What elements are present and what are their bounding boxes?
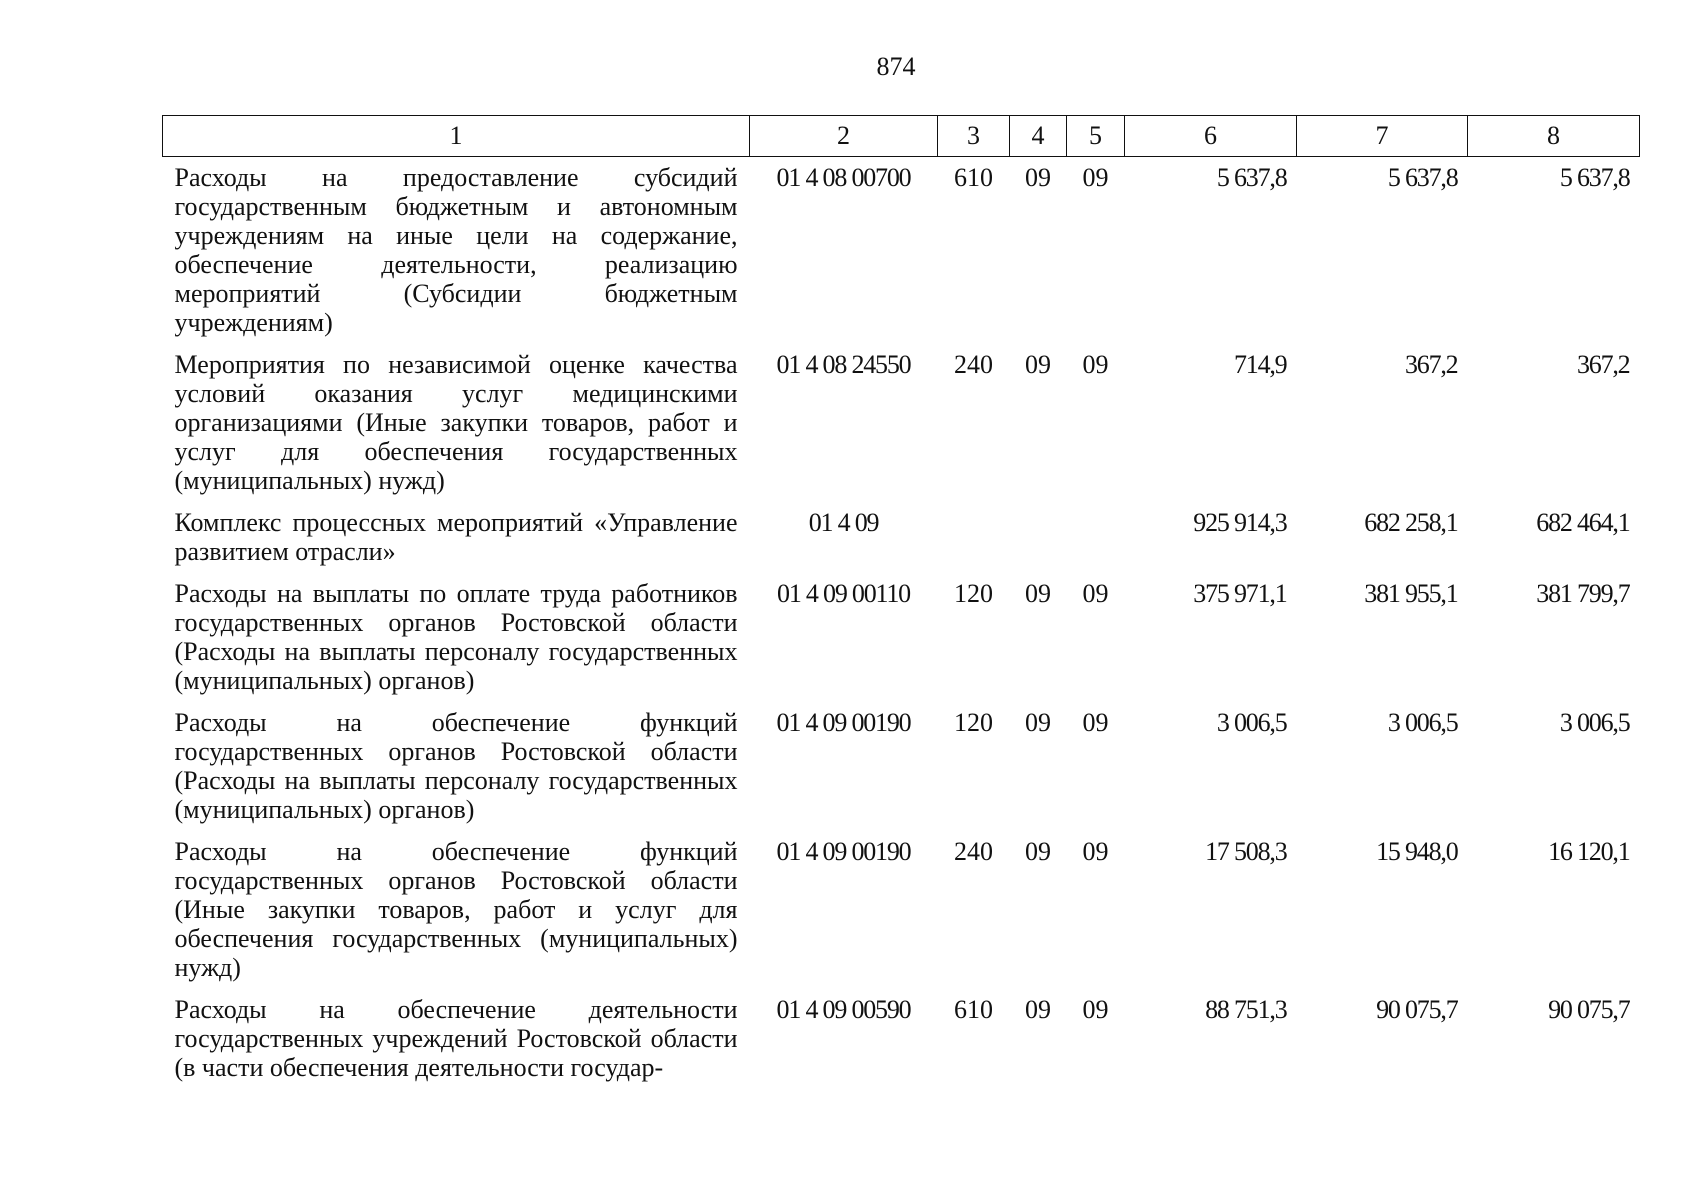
table-row	[163, 989, 1640, 1089]
column-header: 4	[1010, 116, 1067, 157]
amount-col-7: 682 258,1	[1364, 508, 1458, 537]
table-row	[163, 702, 1640, 831]
expense-description: Мероприятия по независимой оценке качества условий оказания услуг медицинскими организациями (Иные закупки товаров, работ и услуг для обеспечения государственных (муниципальных) нужд)	[174, 350, 738, 495]
amount-col-7: 90 075,7	[1376, 995, 1458, 1024]
target-article-code: 01 4 09 00190	[776, 837, 911, 866]
section-code: 09	[1025, 579, 1051, 608]
section-code	[1010, 502, 1067, 573]
target-article-code: 01 4 08 00700	[776, 163, 911, 192]
amount-col-6: 5 637,8	[1216, 163, 1287, 192]
target-article-code: 01 4 09	[808, 508, 879, 537]
amount-col-6: 88 751,3	[1205, 995, 1287, 1024]
subsection-code: 09	[1082, 579, 1109, 608]
header-row	[163, 116, 1640, 157]
expense-type-code: 120	[954, 708, 993, 737]
amount-col-8: 381 799,7	[1536, 579, 1630, 608]
section-code: 09	[1025, 708, 1051, 737]
subsection-code: 09	[1082, 708, 1109, 737]
target-article-code: 01 4 09 00110	[777, 579, 910, 608]
amount-col-6: 714,9	[1233, 350, 1287, 379]
column-header: 8	[1468, 116, 1640, 157]
column-header: 5	[1067, 116, 1125, 157]
section-code: 09	[1025, 995, 1051, 1024]
table-row	[163, 502, 1640, 573]
amount-col-6: 375 971,1	[1193, 579, 1287, 608]
expense-description: Расходы на обеспечение функций государственных органов Ростовской области (Иные закупки товаров, работ и услуг для обеспечения государственных (муниципальных) нужд)	[174, 837, 738, 982]
amount-col-8: 5 637,8	[1559, 163, 1630, 192]
expense-type-code: 240	[954, 350, 993, 379]
expense-type-code	[938, 502, 1010, 573]
table-row	[163, 344, 1640, 502]
target-article-code: 01 4 09 00590	[776, 995, 911, 1024]
subsection-code: 09	[1082, 837, 1109, 866]
expense-description: Расходы на обеспечение функций государственных органов Ростовской области (Расходы на выплаты персоналу государственных (муниципальных) органов)	[174, 708, 738, 824]
column-header: 1	[163, 116, 750, 157]
subsection-code: 09	[1082, 995, 1109, 1024]
expense-description: Расходы на предоставление субсидий государственным бюджетным и автономным учреждениям на иные цели на содержание, обеспечение деятельности, реализацию мероприятий (Субсидии бюджетным учреждениям)	[174, 163, 738, 337]
expense-type-code: 240	[954, 837, 993, 866]
target-article-code: 01 4 09 00190	[776, 708, 911, 737]
column-header: 7	[1297, 116, 1468, 157]
target-article-code: 01 4 08 24550	[776, 350, 911, 379]
column-header: 2	[750, 116, 938, 157]
amount-col-8: 682 464,1	[1536, 508, 1630, 537]
table-row	[163, 831, 1640, 989]
table-header	[163, 116, 1640, 157]
amount-col-7: 3 006,5	[1387, 708, 1458, 737]
page-number: 874	[876, 52, 916, 81]
column-header: 6	[1125, 116, 1297, 157]
amount-col-6: 3 006,5	[1216, 708, 1287, 737]
amount-col-7: 381 955,1	[1364, 579, 1458, 608]
amount-col-7: 15 948,0	[1376, 837, 1458, 866]
section-code: 09	[1025, 837, 1051, 866]
table-body	[163, 157, 1640, 1090]
subsection-code	[1067, 502, 1125, 573]
expense-type-code: 610	[954, 995, 993, 1024]
amount-col-8: 367,2	[1576, 350, 1630, 379]
expense-description: Комплекс процессных мероприятий «Управление развитием отрасли»	[174, 508, 738, 566]
expense-type-code: 120	[954, 579, 993, 608]
expense-type-code: 610	[954, 163, 993, 192]
column-header: 3	[938, 116, 1010, 157]
amount-col-8: 90 075,7	[1548, 995, 1630, 1024]
amount-col-6: 925 914,3	[1193, 508, 1287, 537]
section-code: 09	[1025, 350, 1051, 379]
amount-col-6: 17 508,3	[1205, 837, 1287, 866]
amount-col-8: 16 120,1	[1548, 837, 1630, 866]
amount-col-7: 5 637,8	[1387, 163, 1458, 192]
expense-description: Расходы на выплаты по оплате труда работников государственных органов Ростовской области (Расходы на выплаты персоналу государственных (муниципальных) органов)	[174, 579, 738, 695]
section-code: 09	[1025, 163, 1051, 192]
table-row	[163, 157, 1640, 345]
table-row	[163, 573, 1640, 702]
subsection-code: 09	[1082, 163, 1109, 192]
budget-table	[162, 115, 1640, 1089]
amount-col-8: 3 006,5	[1559, 708, 1630, 737]
subsection-code: 09	[1082, 350, 1109, 379]
expense-description: Расходы на обеспечение деятельности государственных учреждений Ростовской области (в части обеспечения деятельности государ-	[174, 995, 738, 1082]
amount-col-7: 367,2	[1404, 350, 1458, 379]
